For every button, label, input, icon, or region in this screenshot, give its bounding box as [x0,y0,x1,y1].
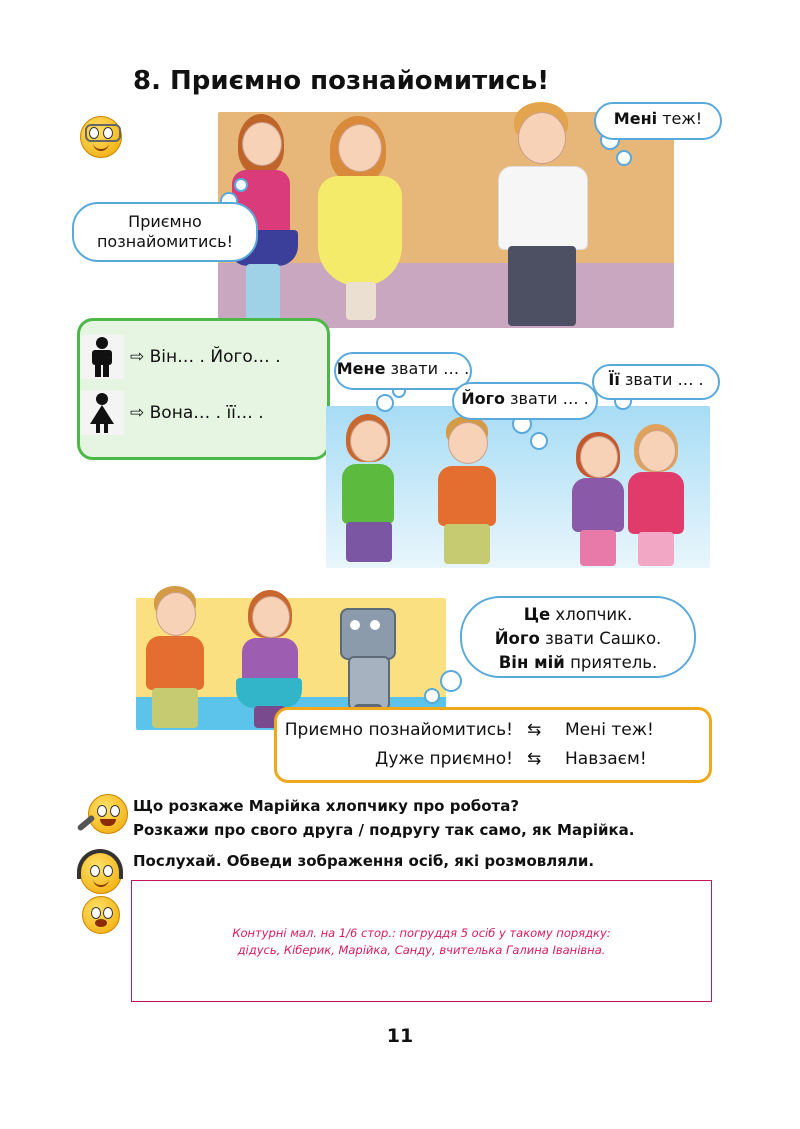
bubble-text: звати Сашко. [539,629,662,648]
girl-silhouette-icon [80,391,124,435]
phrase-right: Навзаєм! [565,749,647,769]
bubble-text: звати … . [385,359,470,378]
phrase-left: Приємно познайомитись! [284,720,513,740]
placeholder-line: Контурні мал. на 1/6 стор.: погруддя 5 осіб у такому порядку: [232,926,611,940]
speech-bubble-my-name [334,352,472,390]
smiley-headphones-icon [80,852,122,894]
boy-silhouette-icon [80,335,124,379]
task-listening: Послухай. Обведи зображення осіб, які розмовляли. [133,852,595,870]
pronoun-she: ⇨ Вона… . її… . [130,403,264,423]
page-title: 8. Приємно познайомитись! [133,66,550,96]
bubble-text: звати … . [504,389,589,408]
bubble-bold: Він мій [498,653,565,672]
bubble-text: приятель. [564,653,658,672]
bubble-bold: Її [608,370,620,389]
bubble-bold: Мені [613,109,658,128]
smiley-speaking-icon [82,896,120,934]
swap-arrow-icon: ⇆ [527,720,542,740]
speech-bubble-me-too [594,102,722,140]
pronoun-he: ⇨ Він… . Його… . [130,347,281,367]
smiley-microphone-icon [88,794,128,834]
page-number: 11 [386,1025,414,1047]
pronoun-box [77,318,330,460]
task-instruction: Розкажи про свого друга / подругу так само, як Марійка. [133,821,635,839]
bubble-text: теж! [657,109,703,128]
bubble-line: познайомитись! [96,232,234,251]
bubble-text: хлопчик. [550,605,633,624]
speech-bubble-nice-to-meet [72,202,258,262]
task-question: Що розкаже Марійка хлопчику про робота? [133,797,520,815]
speech-bubble-friend-description [460,596,696,678]
phrases-box [274,707,712,783]
speech-bubble-his-name [452,382,598,420]
bubble-bold: Його [494,629,540,648]
bubble-line: Приємно [128,212,202,231]
placeholder-line: дідусь, Кіберик, Марійка, Санду, вчителька Галина Іванівна. [237,943,606,957]
smiley-glasses-icon [80,116,122,158]
speech-bubble-her-name [592,364,720,400]
bubble-text: звати … . [619,370,704,389]
bubble-bold: Мене [336,359,386,378]
image-placeholder-box [131,880,712,1002]
swap-arrow-icon: ⇆ [527,749,542,769]
phrase-right: Мені теж! [565,720,654,740]
bubble-bold: Це [523,605,551,624]
bubble-bold: Його [461,389,505,408]
phrase-left: Дуже приємно! [375,749,513,769]
